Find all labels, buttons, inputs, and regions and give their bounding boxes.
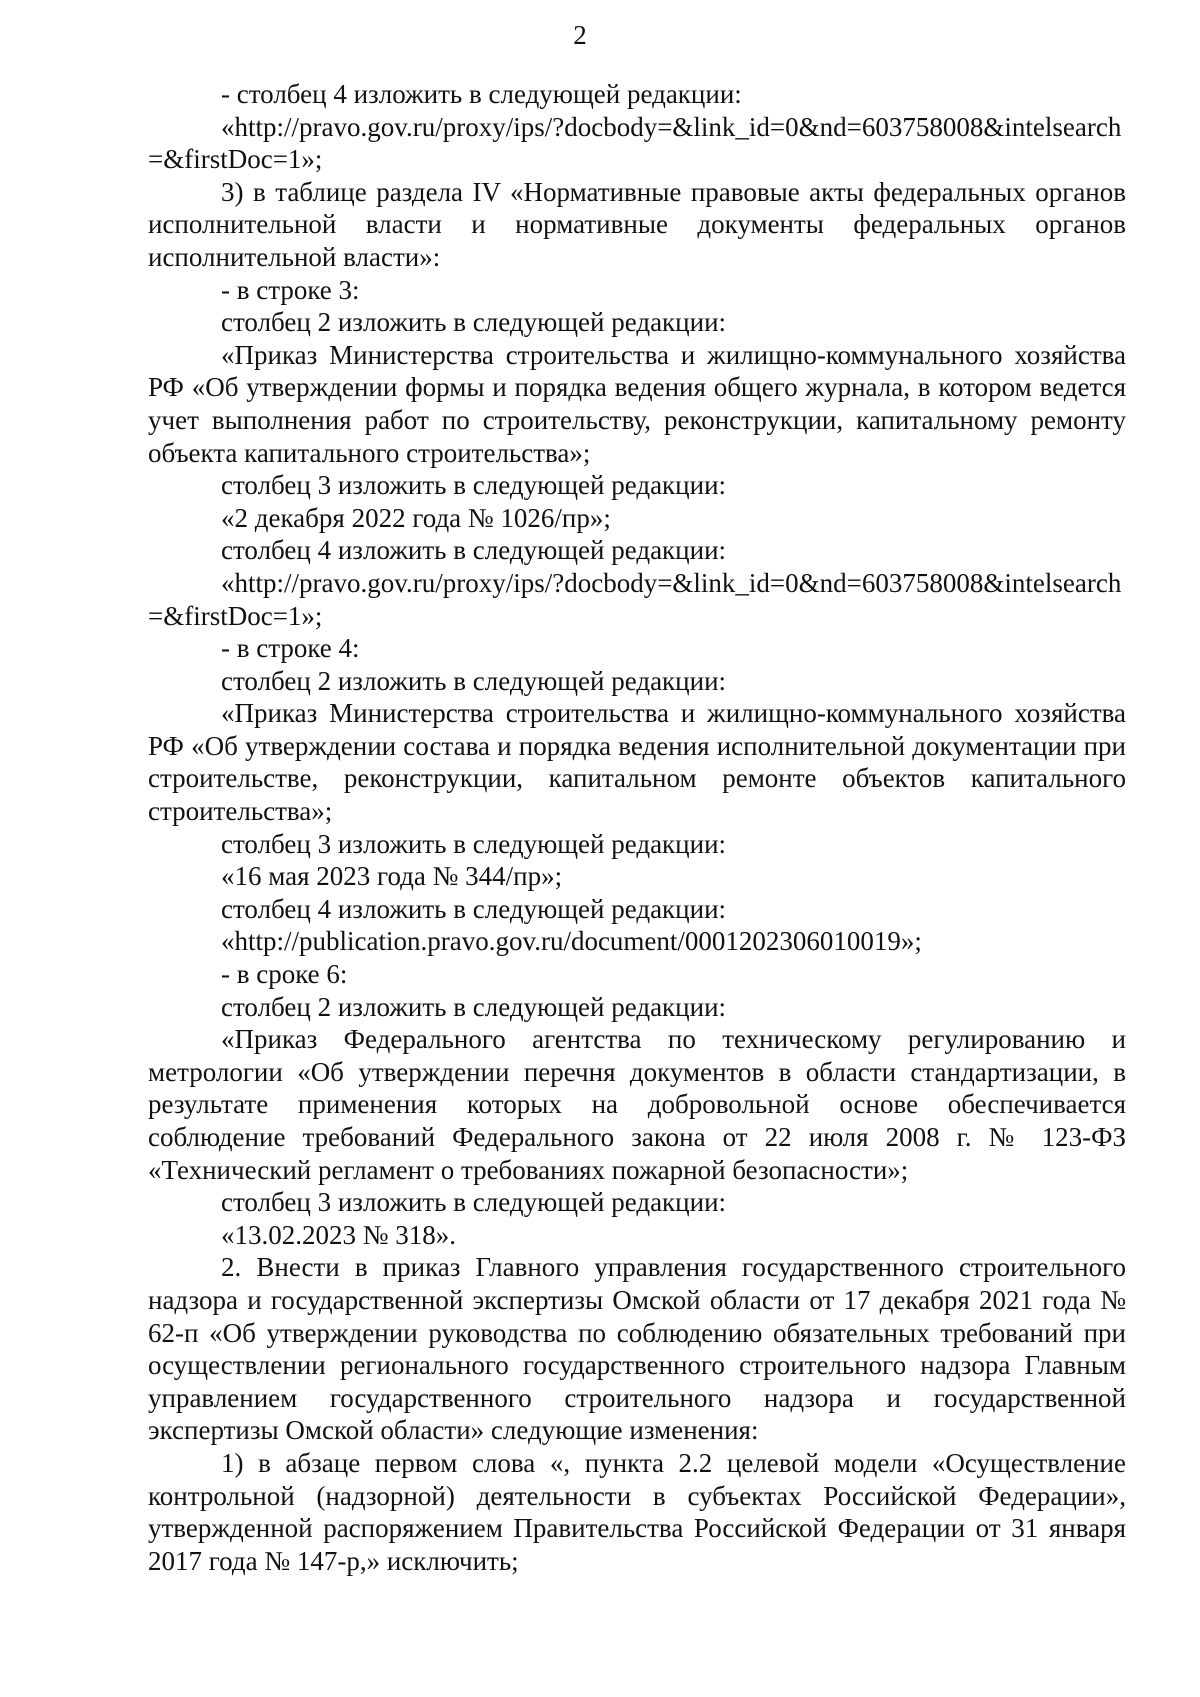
paragraph-col2-intro: столбец 2 изложить в следующей редакции: <box>221 307 727 338</box>
paragraph-col3-intro: столбец 3 изложить в следующей редакции: <box>221 1187 727 1218</box>
page-number: 2 <box>573 20 587 50</box>
paragraph-col4-intro: столбец 4 изложить в следующей редакции: <box>221 535 727 566</box>
paragraph-col2-intro: столбец 2 изложить в следующей редакции: <box>221 991 727 1022</box>
document-body <box>148 78 1126 1577</box>
paragraph-item-2-1: 1) в абзаце первом слова «, пункта 2.2 целевой модели «Осуществление контрольной (надзорной) деятельности в субъектах Российской Федерации», утвержденной распоряжением Правительства Российской Федерации от 31 января 2017 года № 147-р,» исключить; <box>148 1447 1126 1576</box>
paragraph-col3-intro: столбец 3 изложить в следующей редакции: <box>221 828 727 859</box>
paragraph-url-1: «http://pravo.gov.ru/proxy/ips/?docbody=&link_id=0&nd=603758008&intelsearch=&firstDoc=1»; <box>148 111 1122 175</box>
paragraph-row3: - в строке 3: <box>221 274 360 305</box>
paragraph-col4-intro: - столбец 4 изложить в следующей редакции: <box>221 79 742 109</box>
paragraph-item-2: 2. Внести в приказ Главного управления государственного строительного надзора и государственной экспертизы Омской области от 17 декабря 2021 года № 62-п «Об утверждении руководства по соблюдению обязательных требований при осуществлении регионального государственного строительного надзора Главным управлением государственного строительного надзора и государственной экспертизы Омской области» следующие изменения: <box>148 1252 1126 1446</box>
paragraph-col2-intro: столбец 2 изложить в следующей редакции: <box>221 665 727 696</box>
paragraph-order-standards: «Приказ Федерального агентства по техническому регулированию и метрологии «Об утверждении перечня документов в области стандартизации, в результате применения которых на добровольной основе обеспечивается соблюдение требований Федерального закона от 22 июля 2008 г. № 123-ФЗ «Технический регламент о требованиях пожарной безопасности»; <box>148 1024 1126 1185</box>
paragraph-url-2: «http://pravo.gov.ru/proxy/ips/?docbody=&link_id=0&nd=603758008&intelsearch=&firstDoc=1»; <box>148 567 1122 631</box>
paragraph-order-journal: «Приказ Министерства строительства и жилищно-коммунального хозяйства РФ «Об утверждении формы и порядка ведения общего журнала, в котором ведется учет выполнения работ по строительству, реконструкции, капитальному ремонту объекта капитального строительства»; <box>148 339 1126 468</box>
paragraph-col4-intro: столбец 4 изложить в следующей редакции: <box>221 893 727 924</box>
paragraph-url-3: «http://publication.pravo.gov.ru/document/0001202306010019»; <box>221 926 922 957</box>
paragraph-date-318: «13.02.2023 № 318». <box>221 1219 457 1250</box>
paragraph-col3-intro: столбец 3 изложить в следующей редакции: <box>221 470 727 501</box>
paragraph-date-1026: «2 декабря 2022 года № 1026/пр»; <box>221 502 611 533</box>
paragraph-row4: - в строке 4: <box>221 633 360 664</box>
paragraph-date-344: «16 мая 2023 года № 344/пр»; <box>221 861 563 892</box>
paragraph-row6: - в сроке 6: <box>221 959 348 990</box>
paragraph-section-iv: 3) в таблице раздела IV «Нормативные правовые акты федеральных органов исполнительной власти и нормативные документы федеральных органов исполнительной власти»: <box>148 176 1126 272</box>
paragraph-order-docs: «Приказ Министерства строительства и жилищно-коммунального хозяйства РФ «Об утверждении состава и порядка ведения исполнительной документации при строительстве, реконструкции, капитальном ремонте объектов капитального строительства»; <box>148 698 1126 827</box>
